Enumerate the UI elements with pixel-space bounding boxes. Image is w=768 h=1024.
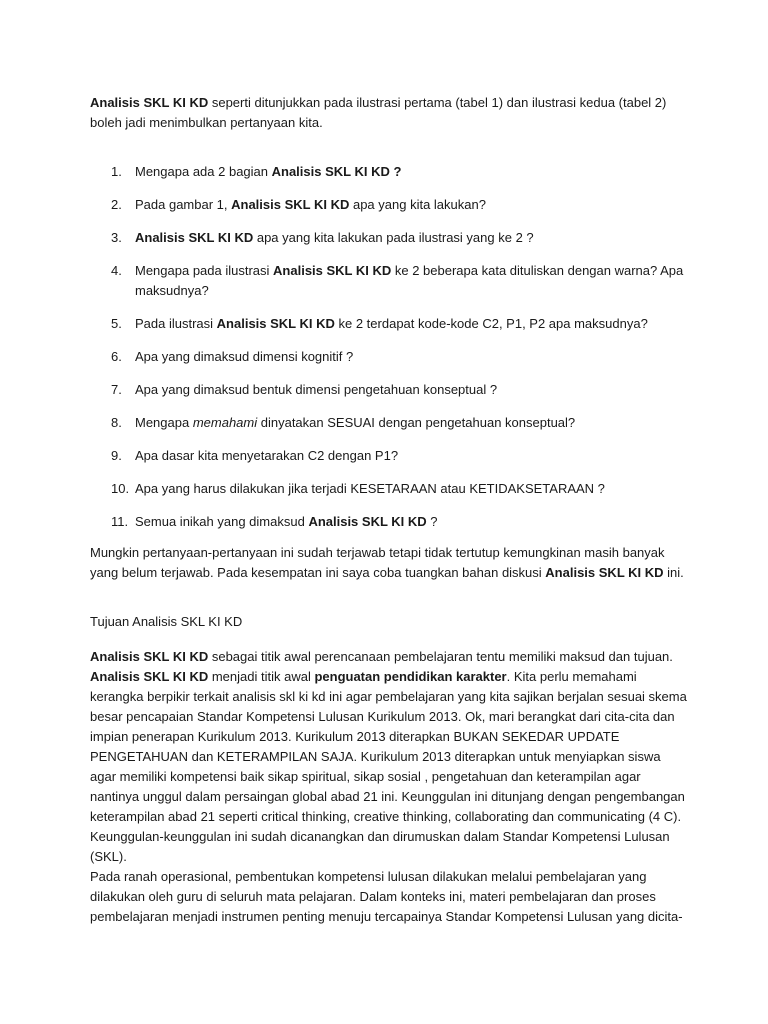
body-paragraph <box>90 647 690 867</box>
list-item <box>90 446 690 466</box>
intro-text: seperti ditunjukkan pada ilustrasi pertama (tabel 1) dan ilustrasi kedua (tabel 2) boleh jadi menimbulkan pertanyaan kita. <box>90 95 667 130</box>
list-item <box>90 347 690 367</box>
body-paragraph-2: Pada ranah operasional, pembentukan kompetensi lulusan dilakukan melalui pembelajaran yang dilakukan oleh guru di seluruh mata pelajaran. Dalam konteks ini, materi pembelajaran dan proses pembelajaran menjadi instrumen penting menuju tercapainya Standar Kompetensi Lulusan yang dicita- <box>90 869 683 924</box>
list-bold-term: Analisis SKL KI KD <box>216 316 335 331</box>
list-text: apa yang kita lakukan pada ilustrasi yang ke 2 ? <box>253 230 534 245</box>
list-number: 7. <box>111 382 122 397</box>
list-text: Apa yang dimaksud bentuk dimensi pengetahuan konseptual ? <box>135 382 498 397</box>
body-bold-term: penguatan pendidikan karakter <box>314 669 507 684</box>
list-item <box>90 228 690 248</box>
list-text: Semua inikah yang dimaksud <box>135 514 309 529</box>
list-text: Pada ilustrasi <box>135 316 217 331</box>
intro-paragraph <box>90 93 690 133</box>
body-text: menjadi titik awal <box>208 669 315 684</box>
list-text: dinyatakan SESUAI dengan pengetahuan konseptual? <box>257 415 576 430</box>
list-number: 3. <box>111 230 122 245</box>
list-bold-term: Analisis SKL KI KD ? <box>271 164 402 179</box>
list-text: Pada gambar 1, <box>135 197 232 212</box>
list-text: apa yang kita lakukan? <box>349 197 486 212</box>
list-number: 6. <box>111 349 122 364</box>
list-text: Apa yang dimaksud dimensi kognitif ? <box>135 349 354 364</box>
list-item <box>90 195 690 215</box>
body-text: sebagai titik awal perencanaan pembelajaran tentu memiliki maksud dan tujuan. <box>208 649 673 664</box>
closing-text: Mungkin pertanyaan-pertanyaan ini sudah terjawab tetapi tidak tertutup kemungkinan masih banyak yang belum terjawab. Pada kesempatan ini saya coba tuangkan bahan diskusi <box>90 545 665 580</box>
list-number: 4. <box>111 263 122 278</box>
document-content <box>90 93 690 927</box>
list-text: ke 2 beberapa kata dituliskan dengan warna? Apa maksudnya? <box>135 263 684 298</box>
list-number: 5. <box>111 316 122 331</box>
list-item <box>90 261 690 301</box>
list-item <box>90 512 690 532</box>
closing-text: ini. <box>663 565 684 580</box>
list-text: Apa yang harus dilakukan jika terjadi KESETARAAN atau KETIDAKSETARAAN ? <box>135 481 605 496</box>
body-bold-term: Analisis SKL KI KD <box>90 649 209 664</box>
list-text: Apa dasar kita menyetarakan C2 dengan P1? <box>135 448 399 463</box>
list-number: 9. <box>111 448 122 463</box>
closing-paragraph <box>90 543 690 583</box>
list-item <box>90 380 690 400</box>
list-bold-term: Analisis SKL KI KD <box>135 230 254 245</box>
list-number: 11. <box>111 514 129 529</box>
list-text: ? <box>426 514 438 529</box>
closing-bold-term: Analisis SKL KI KD <box>545 565 664 580</box>
intro-bold-term: Analisis SKL KI KD <box>90 95 209 110</box>
list-item <box>90 314 690 334</box>
list-bold-term: Analisis SKL KI KD <box>308 514 427 529</box>
list-number: 8. <box>111 415 122 430</box>
body-text: . Kita perlu memahami kerangka berpikir terkait analisis skl ki kd ini agar pembelajaran yang kita sajikan berjalan sesuai skema besar pencapaian Standar Kompetensi Lulusan Kurikulum 2013. Ok, mari berangkat dari cita-cita dan impian penerapan Kurikulum 2013. Kurikulum 2013 diterapkan BUKAN SEKEDAR UPDATE PENGETAHUAN dan KETERAMPILAN SAJA. Kurikulum 2013 diterapkan untuk menyiapkan siswa agar memiliki kompetensi baik sikap spiritual, sikap sosial , pengetahuan dan keterampilan agar nantinya unggul dalam persaingan global abad 21 ini. Keunggulan ini ditunjang dengan pengembangan keterampilan abad 21 seperti critical thinking, creative thinking, collaborating dan communicating (4 C). Keunggulan-keunggulan ini sudah dicanangkan dan dirumuskan dalam Standar Kompetensi Lulusan (SKL). <box>90 669 687 864</box>
section-heading: Tujuan Analisis SKL KI KD <box>90 614 243 629</box>
list-number: 1. <box>111 164 122 179</box>
list-item <box>90 413 690 433</box>
list-text: Mengapa ada 2 bagian <box>135 164 272 179</box>
body-bold-term: Analisis SKL KI KD <box>90 669 209 684</box>
list-bold-term: Analisis SKL KI KD <box>273 263 392 278</box>
list-italic-term: memahami <box>192 415 258 430</box>
list-text: Mengapa pada ilustrasi <box>135 263 274 278</box>
list-bold-term: Analisis SKL KI KD <box>231 197 350 212</box>
list-text: Mengapa <box>135 415 193 430</box>
question-list <box>90 162 690 532</box>
list-item <box>90 162 690 182</box>
list-number: 10. <box>111 481 130 496</box>
list-number: 2. <box>111 197 122 212</box>
list-text: ke 2 terdapat kode-kode C2, P1, P2 apa maksudnya? <box>334 316 648 331</box>
list-item <box>90 479 690 499</box>
